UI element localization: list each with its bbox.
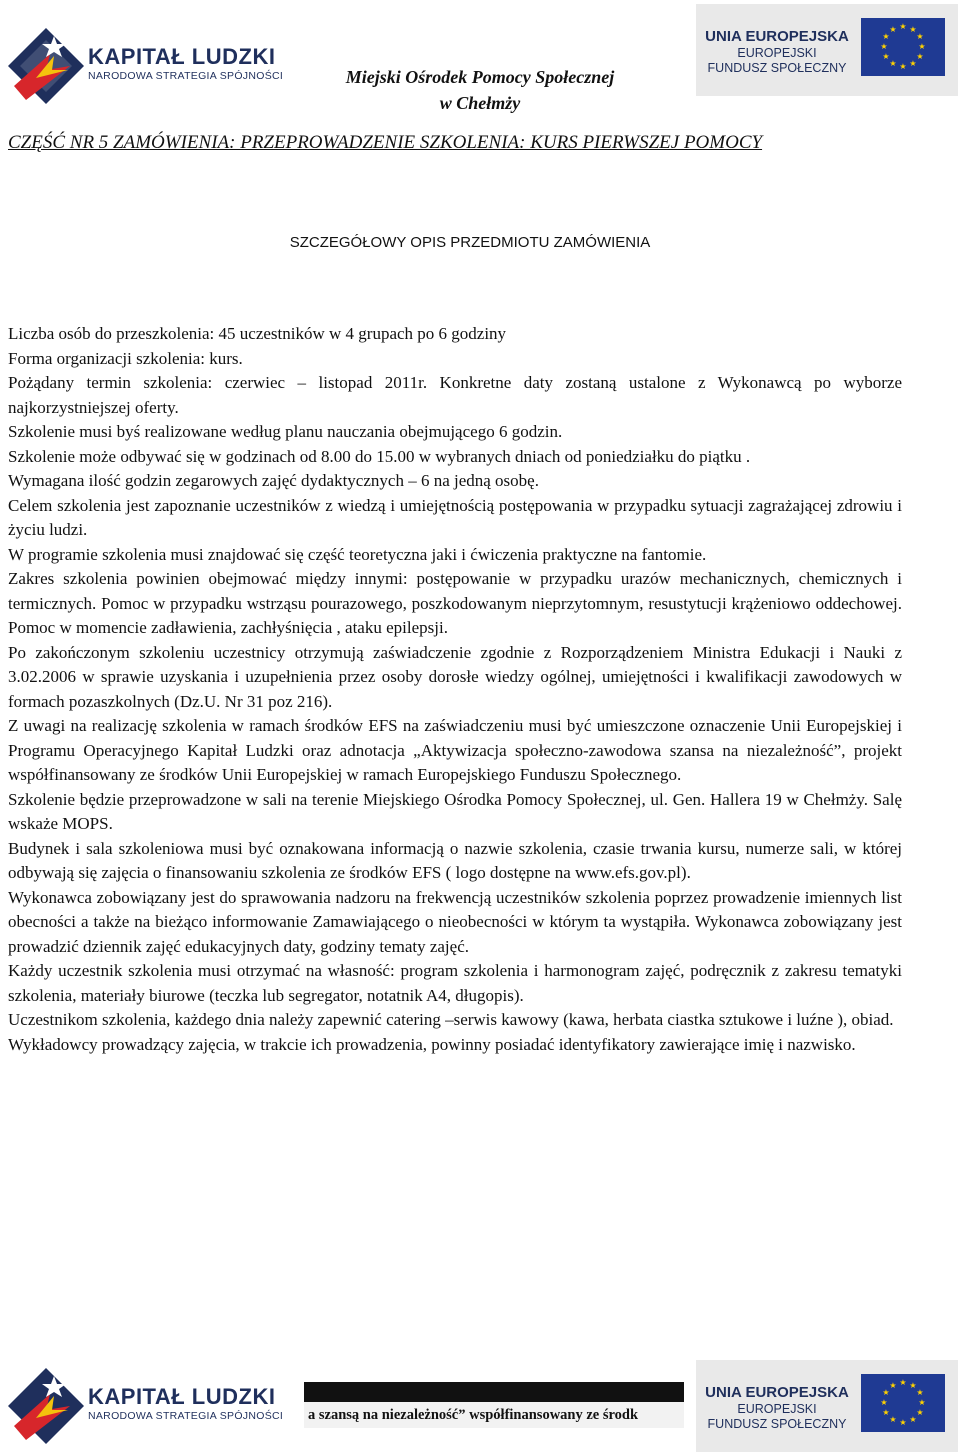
- svg-text:★: ★: [916, 1388, 924, 1397]
- svg-text:★: ★: [899, 1418, 907, 1427]
- svg-text:★: ★: [889, 1381, 897, 1390]
- svg-text:★: ★: [889, 59, 897, 68]
- svg-text:★: ★: [916, 32, 924, 41]
- paragraph-certificate: Po zakończonym szkoleniu uczestnicy otrzymują zaświadczenie zgodnie z Rozporządzeniem Ministra Edukacji i Nauki z 3.02.2006 w sprawie uzyskania i uzupełnienia przez osoby dorosłe wiedzy ogólnej, umiejętności i kwalifikacji zawodowych w formach pozaszkolnych (Dz.U. Nr 31 poz 216).: [8, 642, 902, 711]
- svg-text:★: ★: [882, 1388, 890, 1397]
- paragraph-program: W programie szkolenia musi znajdować się część teoretyczna jaki i ćwiczenia praktyczne na fantomie.: [8, 544, 707, 564]
- svg-text:★: ★: [882, 1408, 890, 1417]
- paragraph-hours: Szkolenie może odbywać się w godzinach od 8.00 do 15.00 w wybranych dniach od poniedziałku do piątku .: [8, 446, 751, 466]
- svg-text:★: ★: [882, 52, 890, 61]
- eu-efs-logo: [696, 4, 958, 96]
- paragraph-attendance: Wykonawca zobowiązany jest do sprawowania nadzoru na frekwencją uczestników szkolenia poprzez prowadzenie imiennych list obecności a także na bieżąco informowanie Zamawiającego o nieobecności w którym ta wystąpiła. Wykonawca zobowiązany jest prowadzić dziennik zajęć edukacyjnych daty, godziny tematy zajęć.: [8, 887, 902, 956]
- paragraph-goal: Celem szkolenia jest zapoznanie uczestników z wiedzą i umiejętnością postępowania w przypadku sytuacji zagrażającej zdrowiu i życiu ludzi.: [8, 495, 902, 539]
- svg-text:★: ★: [909, 25, 917, 34]
- svg-text:★: ★: [918, 1398, 926, 1407]
- footer-eu-flag-icon: [861, 1374, 945, 1432]
- footer-banner-text: a szansą na niezależność” współfinansowany ze środk: [304, 1402, 684, 1428]
- footer-kl-logo-subtitle: NARODOWA STRATEGIA SPÓJNOŚCI: [88, 1410, 284, 1422]
- svg-text:★: ★: [889, 25, 897, 34]
- document-subtitle: SZCZEGÓŁOWY OPIS PRZEDMIOTU ZAMÓWIENIA: [289, 234, 651, 251]
- svg-text:★: ★: [909, 59, 917, 68]
- footer-eu-logo-line-2: EUROPEJSKI: [737, 1402, 817, 1416]
- svg-text:★: ★: [880, 42, 888, 51]
- footer-eu-logo-line-3: FUNDUSZ SPOŁECZNY: [707, 1417, 847, 1431]
- svg-text:★: ★: [899, 1378, 907, 1387]
- paragraph-term: Pożądany termin szkolenia: czerwiec – listopad 2011r. Konkretne daty zostaną ustalone z Wykonawcą po wyborze najkorzystniejszej oferty.: [8, 373, 902, 417]
- svg-text:★: ★: [916, 1408, 924, 1417]
- svg-text:★: ★: [882, 32, 890, 41]
- organization-name: [300, 64, 660, 116]
- paragraph-catering: Uczestnikom szkolenia, każdego dnia należy zapewnić catering –serwis kawowy (kawa, herbata ciastka sztukowe i luźne ), obiad.: [8, 1010, 894, 1029]
- kl-logo-title: KAPITAŁ LUDZKI: [88, 44, 276, 69]
- footer-project-banner: [304, 1382, 684, 1428]
- paragraph-participants: Liczba osób do przeszkolenia: 45 uczestników w 4 grupach po 6 godziny: [8, 324, 507, 343]
- kapital-ludzki-logo: [6, 26, 284, 106]
- footer-kapital-ludzki-logo: [6, 1366, 284, 1446]
- footer-eu-logo-text: [702, 1384, 852, 1432]
- paragraph-scope: Zakres szkolenia powinien obejmować między innymi: postępowanie w przypadku urazów mechanicznych, chemicznych i termicznych. Pomoc w przypadku wstrząsu pourazowego, poszkodowanym nieprzytomnym, resustytucji krążeniowo oddechowej. Pomoc w momencie zadławienia, zachłyśnięcia , ataku epilepsji.: [8, 569, 902, 637]
- kl-logo-subtitle: NARODOWA STRATEGIA SPÓJNOŚCI: [88, 70, 284, 82]
- eu-logo-line-2: EUROPEJSKI: [737, 46, 817, 60]
- organization-name-line-2: w Chełmży: [439, 93, 521, 113]
- eu-logo-line-3: FUNDUSZ SPOŁECZNY: [707, 61, 847, 75]
- paragraph-required-hours: Wymagana ilość godzin zegarowych zajęć dydaktycznych – 6 na jedną osobę.: [8, 471, 539, 490]
- eu-flag-icon: [861, 18, 945, 76]
- paragraph-materials: Każdy uczestnik szkolenia musi otrzymać na własność: program szkolenia i harmonogram zajęć, podręcznik z zakresu tematyki szkolenia, materiały biurowe (teczka lub segregator, notatnik A4, długopis).: [8, 961, 902, 1005]
- paragraph-identifiers: Wykładowcy prowadzący zajęcia, w trakcie ich prowadzenia, powinny posiadać identyfikatory zawierające imię i nazwisko.: [8, 1034, 856, 1054]
- kapital-ludzki-emblem-icon: [6, 26, 86, 106]
- footer-kl-logo-title: KAPITAŁ LUDZKI: [88, 1384, 276, 1409]
- footer-eu-efs-logo: [696, 1360, 958, 1452]
- page-header: [0, 0, 960, 120]
- svg-text:★: ★: [909, 1415, 917, 1424]
- paragraph-form: Forma organizacji szkolenia: kurs.: [8, 348, 243, 368]
- svg-text:★: ★: [889, 1415, 897, 1424]
- part-title: CZĘŚĆ NR 5 ZAMÓWIENIA: PRZEPROWADZENIE SZKOLENIA: KURS PIERWSZEJ POMOCY: [8, 132, 763, 153]
- document-body: [8, 322, 902, 1057]
- page-footer: [0, 1360, 960, 1455]
- paragraph-plan: Szkolenie musi byś realizowane według planu nauczania obejmującego 6 godzin.: [8, 422, 563, 441]
- svg-text:★: ★: [880, 1398, 888, 1407]
- svg-text:★: ★: [899, 62, 907, 71]
- paragraph-signage: Budynek i sala szkoleniowa musi być oznakowana informacją o nazwie szkolenia, czasie trwania kursu, numerze sali, w której odbywają się zajęcia o finansowaniu szkolenia ze środków EFS ( logo dostępne na www.efs.gov.pl).: [8, 838, 902, 882]
- svg-text:★: ★: [909, 1381, 917, 1390]
- footer-kapital-ludzki-emblem-icon: [6, 1366, 86, 1446]
- svg-text:★: ★: [899, 22, 907, 31]
- footer-eu-logo-line-1: UNIA EUROPEJSKA: [705, 1384, 849, 1401]
- svg-text:★: ★: [918, 42, 926, 51]
- paragraph-location: Szkolenie będzie przeprowadzone w sali na terenie Miejskiego Ośrodka Pomocy Społecznej, ul. Gen. Hallera 19 w Chełmży. Salę wskaże MOPS.: [8, 789, 902, 833]
- svg-text:★: ★: [916, 52, 924, 61]
- paragraph-efs-marking: Z uwagi na realizację szkolenia w ramach środków EFS na zaświadczeniu musi być umieszczone oznaczenie Unii Europejskiej i Programu Operacyjnego Kapitał Ludzki oraz adnotacja „Aktywizacja społeczno-zawodowa szansa na niezależność”, projekt współfinansowany ze środków Unii Europejskiej w ramach Europejskiego Funduszu Społecznego.: [8, 716, 902, 784]
- eu-logo-line-1: UNIA EUROPEJSKA: [705, 28, 849, 45]
- eu-logo-text: [702, 28, 852, 76]
- organization-name-line-1: Miejski Ośrodek Pomocy Społecznej: [345, 67, 615, 87]
